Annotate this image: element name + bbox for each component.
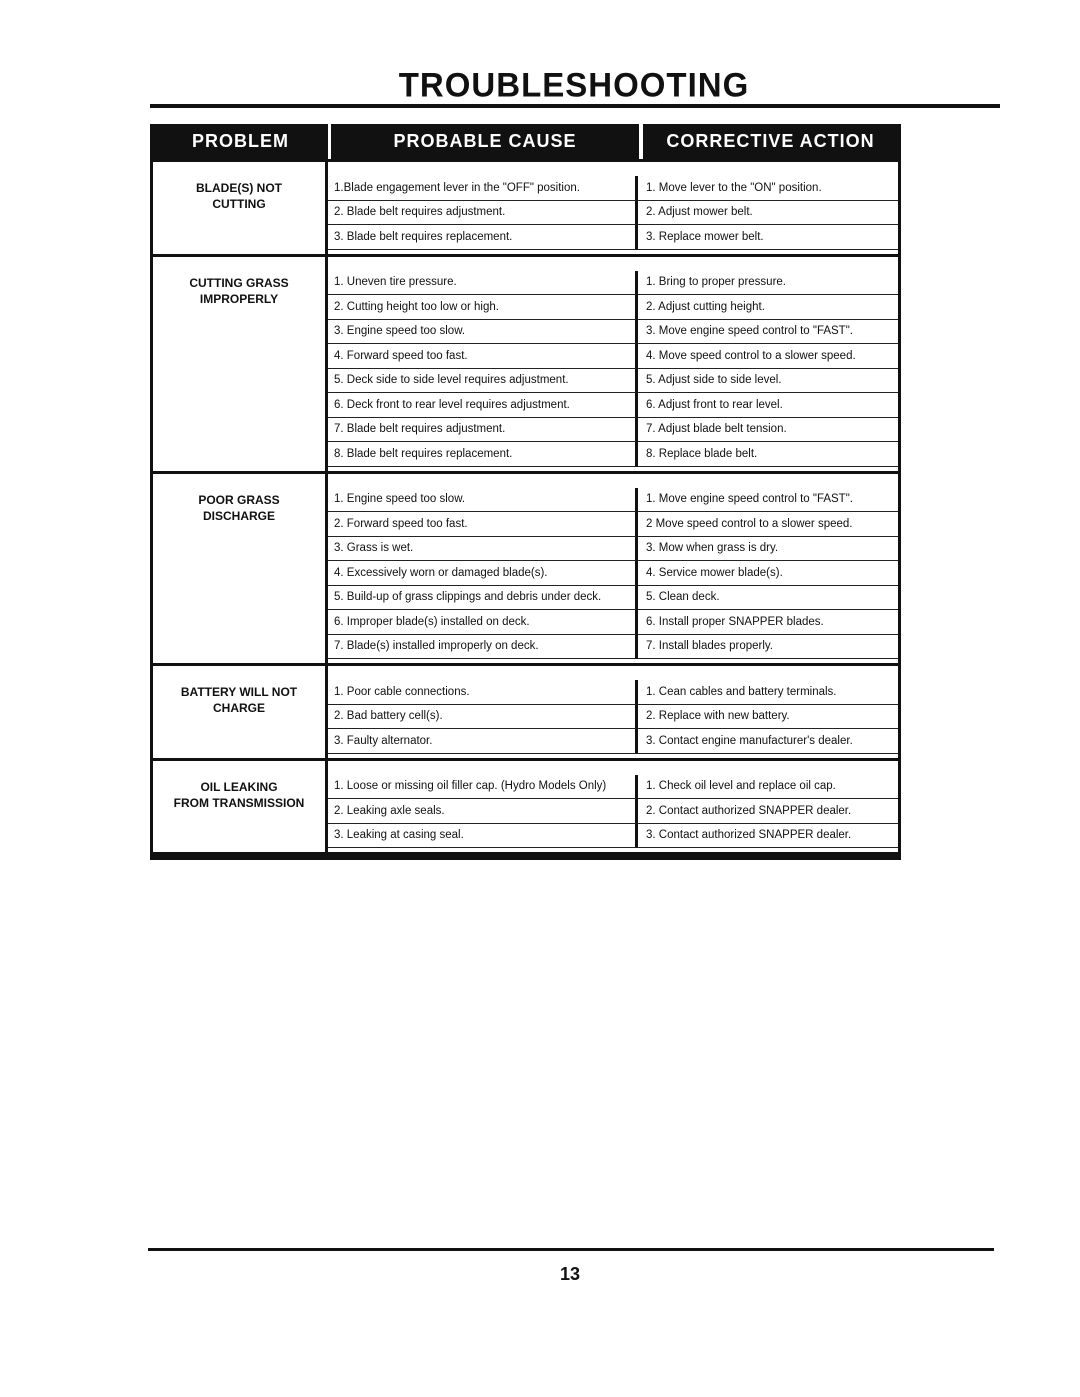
troubleshooting-table	[150, 124, 901, 860]
action-cell: 8. Replace blade belt.	[638, 442, 898, 467]
action-cell: 2. Adjust cutting height.	[638, 295, 898, 320]
table-row	[328, 201, 898, 226]
action-cell: 2. Replace with new battery.	[638, 705, 898, 730]
page-number: 13	[559, 1264, 581, 1284]
table-header	[153, 124, 898, 159]
cause-cell: 1. Loose or missing oil filler cap. (Hydro Models Only)	[328, 775, 638, 800]
cause-cell: 1. Uneven tire pressure.	[328, 271, 638, 296]
action-cell: 1. Move engine speed control to "FAST".	[638, 488, 898, 513]
cause-cell: 4. Forward speed too fast.	[328, 344, 638, 369]
cause-cell: 8. Blade belt requires replacement.	[328, 442, 638, 467]
table-row	[328, 537, 898, 562]
cause-cell: 5. Build-up of grass clippings and debris under deck.	[328, 586, 638, 611]
table-row	[328, 442, 898, 467]
action-cell: 6. Adjust front to rear level.	[638, 393, 898, 418]
problem-label: CUTTING GRASS IMPROPERLY	[153, 257, 328, 471]
cause-cell: 3. Leaking at casing seal.	[328, 824, 638, 849]
cause-cell: 2. Blade belt requires adjustment.	[328, 201, 638, 226]
header-corrective-action: CORRECTIVE ACTION	[643, 124, 898, 159]
table-row	[328, 512, 898, 537]
problem-group	[153, 663, 898, 758]
table-row	[328, 176, 898, 201]
problem-group	[153, 758, 898, 853]
action-cell: 4. Move speed control to a slower speed.	[638, 344, 898, 369]
action-cell: 1. Move lever to the "ON" position.	[638, 176, 898, 201]
action-cell: 3. Mow when grass is dry.	[638, 537, 898, 562]
action-cell: 7. Install blades properly.	[638, 635, 898, 660]
cause-cell: 1. Engine speed too slow.	[328, 488, 638, 513]
table-row	[328, 271, 898, 296]
table-row	[328, 635, 898, 660]
problem-group	[153, 254, 898, 471]
table-row	[328, 225, 898, 250]
action-cell: 4. Service mower blade(s).	[638, 561, 898, 586]
cause-cell: 1.Blade engagement lever in the "OFF" position.	[328, 176, 638, 201]
cause-cell: 7. Blade(s) installed improperly on deck.	[328, 635, 638, 660]
cause-cell: 2. Leaking axle seals.	[328, 799, 638, 824]
action-cell: 5. Adjust side to side level.	[638, 369, 898, 394]
table-row	[328, 705, 898, 730]
action-cell: 1. Bring to proper pressure.	[638, 271, 898, 296]
table-row	[328, 295, 898, 320]
table-row	[328, 418, 898, 443]
header-probable-cause: PROBABLE CAUSE	[331, 124, 639, 159]
action-cell: 7. Adjust blade belt tension.	[638, 418, 898, 443]
bottom-rule	[148, 1248, 994, 1251]
table-row	[328, 824, 898, 849]
problem-group	[153, 159, 898, 254]
page-title: TROUBLESHOOTING	[398, 65, 750, 104]
action-cell: 1. Check oil level and replace oil cap.	[638, 775, 898, 800]
action-cell: 3. Contact authorized SNAPPER dealer.	[638, 824, 898, 849]
cause-cell: 4. Excessively worn or damaged blade(s).	[328, 561, 638, 586]
cause-cell: 3. Engine speed too slow.	[328, 320, 638, 345]
table-row	[328, 320, 898, 345]
problem-label: BLADE(S) NOT CUTTING	[153, 162, 328, 254]
action-cell: 3. Contact engine manufacturer's dealer.	[638, 729, 898, 754]
table-row	[328, 610, 898, 635]
problem-group	[153, 471, 898, 664]
table-row	[328, 729, 898, 754]
cause-cell: 2. Bad battery cell(s).	[328, 705, 638, 730]
action-cell: 3. Replace mower belt.	[638, 225, 898, 250]
top-rule	[150, 104, 1000, 108]
cause-cell: 2. Cutting height too low or high.	[328, 295, 638, 320]
action-cell: 3. Move engine speed control to "FAST".	[638, 320, 898, 345]
action-cell: 2. Contact authorized SNAPPER dealer.	[638, 799, 898, 824]
cause-cell: 1. Poor cable connections.	[328, 680, 638, 705]
action-cell: 2. Adjust mower belt.	[638, 201, 898, 226]
cause-cell: 6. Deck front to rear level requires adjustment.	[328, 393, 638, 418]
cause-cell: 6. Improper blade(s) installed on deck.	[328, 610, 638, 635]
table-row	[328, 344, 898, 369]
problem-label: OIL LEAKING FROM TRANSMISSION	[153, 761, 328, 853]
problem-label: POOR GRASS DISCHARGE	[153, 474, 328, 664]
cause-cell: 3. Faulty alternator.	[328, 729, 638, 754]
cause-cell: 3. Blade belt requires replacement.	[328, 225, 638, 250]
cause-cell: 2. Forward speed too fast.	[328, 512, 638, 537]
cause-cell: 7. Blade belt requires adjustment.	[328, 418, 638, 443]
table-row	[328, 680, 898, 705]
table-row	[328, 488, 898, 513]
problem-label: BATTERY WILL NOT CHARGE	[153, 666, 328, 758]
header-problem: PROBLEM	[153, 124, 328, 159]
table-row	[328, 393, 898, 418]
table-row	[328, 586, 898, 611]
action-cell: 6. Install proper SNAPPER blades.	[638, 610, 898, 635]
table-row	[328, 799, 898, 824]
table-row	[328, 775, 898, 800]
cause-cell: 3. Grass is wet.	[328, 537, 638, 562]
action-cell: 2 Move speed control to a slower speed.	[638, 512, 898, 537]
action-cell: 5. Clean deck.	[638, 586, 898, 611]
table-row	[328, 561, 898, 586]
action-cell: 1. Cean cables and battery terminals.	[638, 680, 898, 705]
cause-cell: 5. Deck side to side level requires adjustment.	[328, 369, 638, 394]
table-row	[328, 369, 898, 394]
